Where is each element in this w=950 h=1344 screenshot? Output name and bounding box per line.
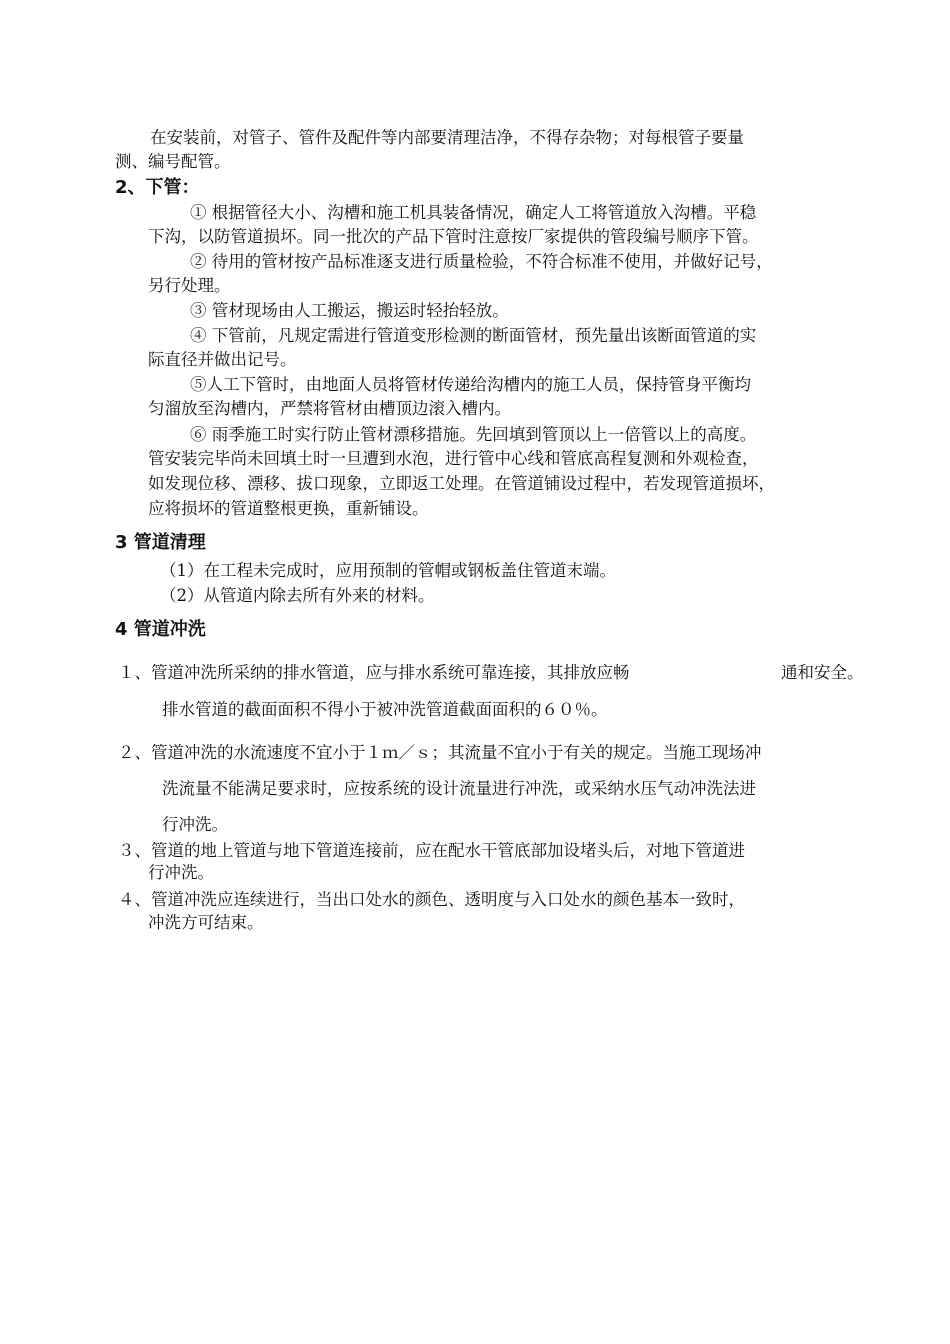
section-2-paragraph-6-line-3: 如发现位移、漂移、拔口现象，立即返工处理。在管道铺设过程中，若发现管道损坏， (148, 474, 775, 493)
section-2-paragraph-1-line-1: ① 根据管径大小、沟槽和施工机具装备情况，确定人工将管道放入沟槽。平稳 (190, 203, 757, 222)
section-3-item-1: （1）在工程未完成时，应用预制的管帽或钢板盖住管道末端。 (160, 561, 616, 580)
section-4-item-3-line-2: 行冲洗。 (148, 863, 214, 882)
section-3-item-2: （2）从管道内除去所有外来的材料。 (160, 586, 435, 605)
section-2-heading: 2、下管： (115, 177, 200, 198)
section-2-paragraph-6-line-2: 管安装完毕尚未回填土时一旦遭到水泡，进行管中心线和管底高程复测和外观检查， (148, 449, 759, 468)
intro-line-2: 测、编号配管。 (115, 152, 231, 171)
section-2-paragraph-2-line-2: 另行处理。 (148, 276, 231, 295)
section-4-item-1-line-1-end: 通和安全。 (781, 663, 864, 682)
section-2-paragraph-4-line-1: ④ 下管前，凡规定需进行管道变形检测的断面管材，预先量出该断面管道的实 (190, 326, 757, 345)
section-4-item-2-line-1: ２、管道冲洗的水流速度不宜小于１ｍ／ｓ；其流量不宜小于有关的规定。当施工现场冲 (118, 743, 762, 762)
section-4-item-3-line-1: ３、管道的地上管道与地下管道连接前，应在配水干管底部加设堵头后，对地下管道进 (118, 841, 745, 860)
section-2-paragraph-2-line-1: ② 待用的管材按产品标准逐支进行质量检验，不符合标准不使用，并做好记号， (190, 252, 773, 271)
section-2-paragraph-5-line-2: 匀溜放至沟槽内，严禁将管材由槽顶边滚入槽内。 (148, 399, 511, 418)
section-2-paragraph-5-line-1: ⑤人工下管时，由地面人员将管材传递给沟槽内的施工人员，保持管身平衡均 (190, 375, 751, 394)
section-3-heading: 3 管道清理 (115, 532, 206, 553)
section-4-item-4-line-1: ４、管道冲洗应连续进行，当出口处水的颜色、透明度与入口处水的颜色基本一致时， (118, 890, 745, 909)
section-4-heading: 4 管道冲洗 (115, 619, 206, 640)
section-2-paragraph-4-line-2: 际直径并做出记号。 (148, 350, 297, 369)
section-4-item-2-line-3: 行冲洗。 (162, 815, 228, 834)
section-4-item-1-line-1: １、管道冲洗所采纳的排水管道，应与排水系统可靠连接，其排放应畅 (118, 663, 630, 682)
section-2-paragraph-3-line-1: ③ 管材现场由人工搬运，搬运时轻抬轻放。 (190, 301, 509, 320)
section-2-paragraph-6-line-4: 应将损坏的管道整根更换，重新铺设。 (148, 499, 429, 518)
section-4-item-2-line-2: 洗流量不能满足要求时，应按系统的设计流量进行冲洗，或采纳水压气动冲洗法进 (162, 779, 756, 798)
intro-line-1: 在安装前，对管子、管件及配件等内部要清理洁净，不得存杂物；对每根管子要量 (150, 128, 744, 147)
section-4-item-1-line-2: 排水管道的截面面积不得小于被冲洗管道截面面积的６０％。 (162, 700, 608, 719)
section-4-item-4-line-2: 冲洗方可结束。 (148, 913, 264, 932)
section-2-paragraph-6-line-1: ⑥ 雨季施工时实行防止管材漂移措施。先回填到管顶以上一倍管以上的高度。 (190, 425, 757, 444)
section-2-paragraph-1-line-2: 下沟，以防管道损坏。同一批次的产品下管时注意按厂家提供的管段编号顺序下管。 (148, 227, 759, 246)
